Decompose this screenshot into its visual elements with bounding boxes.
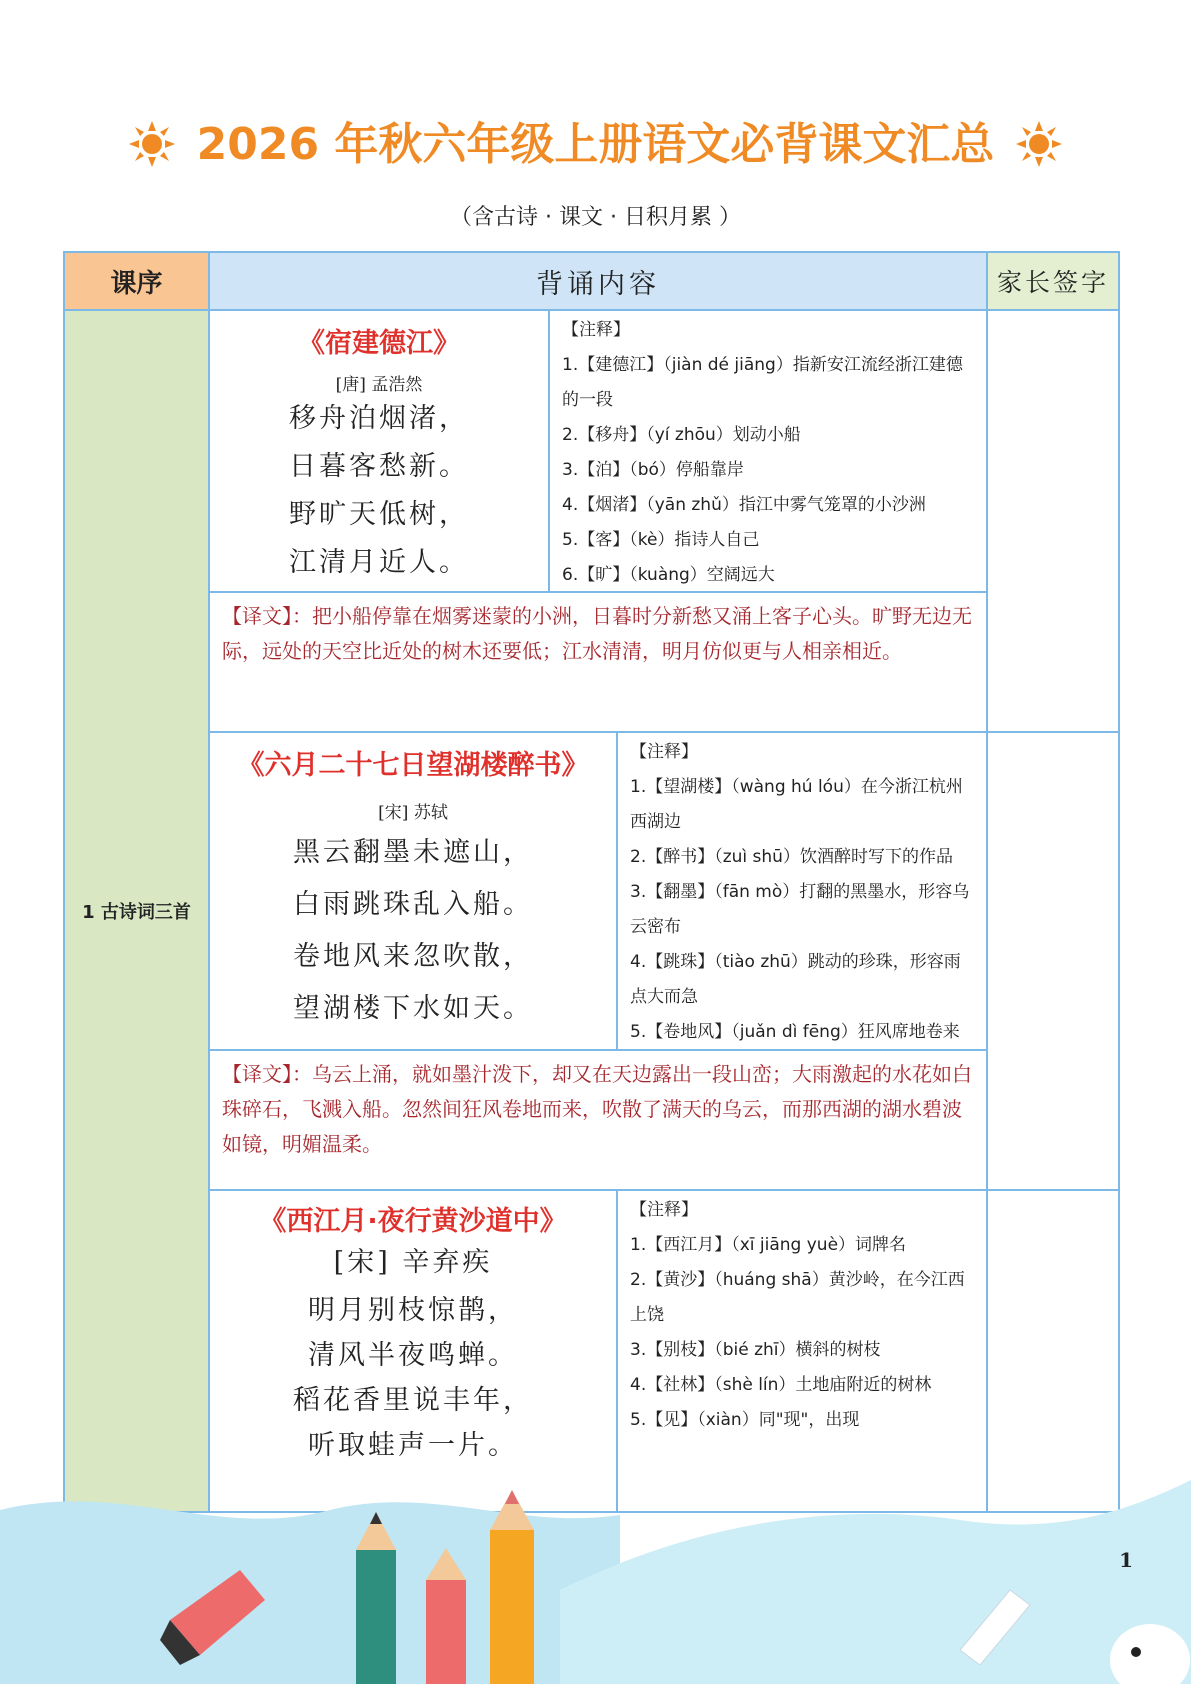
note-item: 1.【建德江】（jiàn dé jiāng）指新安江流经浙江建德的一段 [562,355,963,410]
note-item: 4.【跳珠】（tiào zhū）跳动的珍珠，形容雨点大而急 [630,952,961,1007]
poem-line: 黑云翻墨未遮山， [293,837,533,868]
note-item: 5.【卷地风】（juǎn dì fēng）狂风席地卷来 [630,1022,960,1042]
signature-cell[interactable] [988,733,1118,1191]
note-item: 4.【烟渚】（yān zhǔ）指江中雾气笼罩的小沙洲 [562,495,926,515]
notes-block [618,733,988,1051]
poem-title: 《六月二十七日望湖楼醉书》 [237,750,589,781]
poem-line: 日暮客愁新。 [289,451,469,482]
note-item: 3.【翻墨】（fān mò）打翻的黑墨水，形容乌云密布 [630,882,970,937]
poem-author: [宋] 辛弃疾 [333,1247,493,1278]
poem-author: [唐] 孟浩然 [335,375,423,395]
translation-block: 【译文】：乌云上涌，就如墨汁泼下，却又在天边露出一段山峦；大雨激起的水花如白珠碎石，飞溅入船。忽然间狂风卷地而来，吹散了满天的乌云，而那西湖的湖水碧波如镜，明媚温柔。 [210,1051,988,1191]
notes-block [550,311,988,593]
note-item: 2.【醉书】（zuì shū）饮酒醉时写下的作品 [630,847,953,867]
poem-line: 野旷天低树， [289,499,469,530]
note-item: 5.【客】（kè）指诗人自己 [562,530,760,550]
signature-column [988,311,1120,1513]
poem-line: 卷地风来忽吹散， [293,941,533,972]
page-subtitle: （含古诗 · 课文 · 日积月累 ） [450,205,741,230]
poem-line: 听取蛙声一片。 [308,1430,518,1461]
poem-block [210,1191,618,1513]
sun-icon [129,121,175,167]
note-item: 3.【泊】（bó）停船靠岸 [562,460,744,480]
note-item: 4.【社林】（shè lín）土地庙附近的树林 [630,1375,932,1395]
note-item: 2.【黄沙】（huáng shā）黄沙岭，在今江西上饶 [630,1270,965,1325]
poem-block [210,311,550,593]
poem-title: 《宿建德江》 [298,328,460,359]
notes-block [618,1191,988,1513]
notes-heading: 【注释】 [562,320,630,340]
signature-cell[interactable] [988,311,1118,733]
translation-block: 【译文】：把小船停靠在烟雾迷蒙的小洲，日暮时分新愁又涌上客子心头。旷野无边无际，远处的天空比近处的树木还要低；江水清清，明月仿似更与人相亲相近。 [210,593,988,733]
page-title [0,108,1191,172]
signature-cell[interactable] [988,1191,1118,1511]
poem-block [210,733,618,1051]
poem-line: 明月别枝惊鹊， [308,1295,518,1326]
header-recite-content: 背诵内容 [210,251,988,311]
pencil-icon [490,1490,534,1684]
poem-line: 清风半夜鸣蝉。 [308,1340,518,1371]
notes-heading: 【注释】 [630,742,698,762]
poem-author: [宋] 苏轼 [378,803,448,823]
recitation-table [63,251,1120,1513]
page-number: 1 [1119,1548,1133,1572]
poem-line: 稻花香里说丰年， [293,1385,533,1416]
note-item: 5.【见】（xiàn）同"现"，出现 [630,1410,860,1430]
footer-decoration [0,1470,1191,1684]
note-item: 1.【望湖楼】（wàng hú lóu）在今浙江杭州西湖边 [630,777,963,832]
poem-line: 白雨跳珠乱入船。 [293,889,533,920]
poem-line: 江清月近人。 [289,547,469,578]
note-item: 1.【西江月】（xī jiāng yuè）词牌名 [630,1235,907,1255]
note-item: 3.【别枝】（bié zhī）横斜的树枝 [630,1340,881,1360]
note-item: 6.【旷】（kuàng）空阔远大 [562,565,775,585]
poem-title: 《西江月·夜行黄沙道中》 [259,1206,567,1237]
lesson-label: 1 古诗词三首 [63,311,210,1513]
note-item: 2.【移舟】（yí zhōu）划动小船 [562,425,801,445]
header-parent-signature: 家长签字 [988,251,1120,311]
title-text: 2026 年秋六年级上册语文必背课文汇总 [196,119,995,170]
sun-icon [1016,121,1062,167]
notes-heading: 【注释】 [630,1200,698,1220]
header-lesson-order: 课序 [63,251,210,311]
poem-line: 望湖楼下水如天。 [293,993,533,1024]
poem-line: 移舟泊烟渚， [289,403,469,434]
